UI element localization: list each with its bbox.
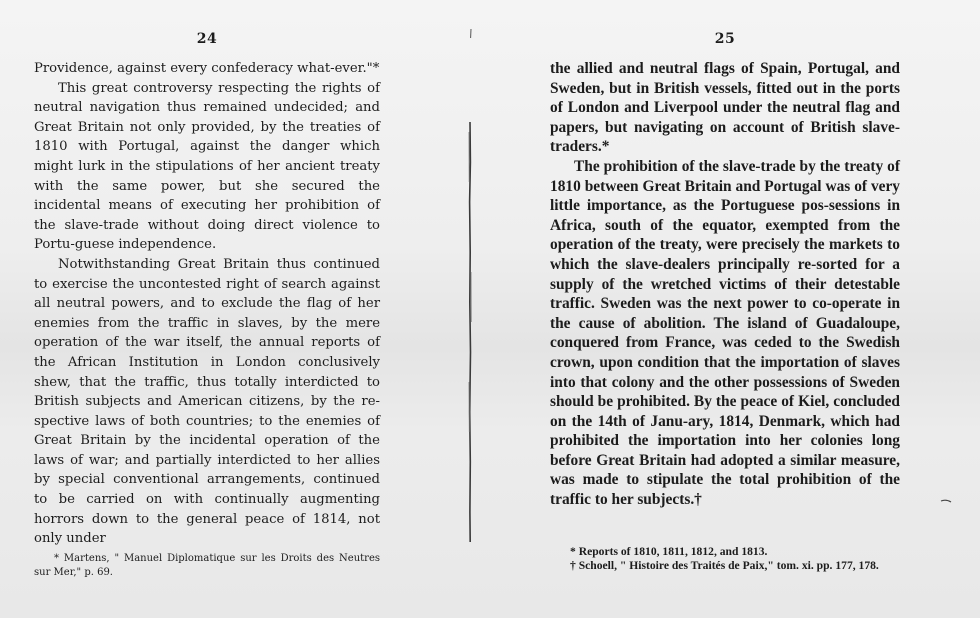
left-page-body <box>34 59 380 549</box>
stray-ink-mark <box>940 489 952 508</box>
left-page <box>34 0 380 618</box>
right-footnote-1: * Reports of 1810, 1811, 1812, and 1813. <box>570 545 768 558</box>
right-page <box>550 0 900 618</box>
right-footnotes <box>550 545 900 573</box>
left-paragraph-2: This great controversy respecting the rights of neutral navigation thus remained undecided; and Great Britain not only provided, by the treaties of 1810 with Portugal, against the danger which might lurk in the stipulations of her ancient treaty with the same power, but she secured the incidental means of executing her prohibition of the slave-trade without doing direct violence to Portu-guese independence. <box>34 80 380 253</box>
gutter-top-mark <box>469 24 473 43</box>
right-paragraph-1: the allied and neutral flags of Spain, Portugal, and Sweden, but in British vessels, fitted out in the ports of London and Liverpool under the neutral flag and papers, but navigating on account of British slave-traders.* <box>550 60 900 156</box>
right-paragraph-2: The prohibition of the slave-trade by the treaty of 1810 between Great Britain and Portugal was of very little importance, as the Portuguese pos-sessions in Africa, south of the equator, exempted from the operation of the treaty, were precisely the markets to which the slave-dealers principally re-sorted for a supply of the wretched victims of their detestable traffic. Sweden was the next power to co-operate in the cause of abolition. The island of Guadaloupe, conquered from France, was ceded to the Swedish crown, upon condition that the importation of slaves into that colony and the other possessions of Sweden should be prohibited. By the peace of Kiel, concluded on the 14th of Janu-ary, 1814, Denmark, which had prohibited the importation into her colonies long before Great Britain had adopted a similar measure, was made to stipulate the total prohibition of the traffic to her subjects.† <box>550 157 900 509</box>
left-paragraph-1: Providence, against every confederacy what-ever."* <box>34 61 380 76</box>
left-paragraph-3: Notwithstanding Great Britain thus continued to exercise the uncontested right of search against all neutral powers, and to exclude the flag of her enemies from the traffic in slaves, by the mere operation of the war itself, the annual reports of the African Institution in London conclusively shew, that the traffic, thus totally interdicted to British subjects and American citizens, by the re-spective laws of both countries; to the enemies of Great Britain by the incidental operation of the laws of war; and partially interdicted to her allies by special conventional arrangements, continued to be carried on with continually augmenting horrors down to the general peace of 1814, not only under <box>34 256 380 547</box>
left-footnotes <box>34 552 380 580</box>
right-page-body <box>550 59 900 510</box>
page-number-right: 25 <box>714 31 736 47</box>
left-footnote-1: * Martens, " Manuel Diplomatique sur les Droits des Neutres sur Mer," p. 69. <box>34 553 380 578</box>
right-footnote-2: † Schoell, " Histoire des Traités de Paix," tom. xi. pp. 177, 178. <box>570 559 879 572</box>
page-number-left: 24 <box>196 31 218 47</box>
book-gutter-shadow <box>467 122 473 542</box>
